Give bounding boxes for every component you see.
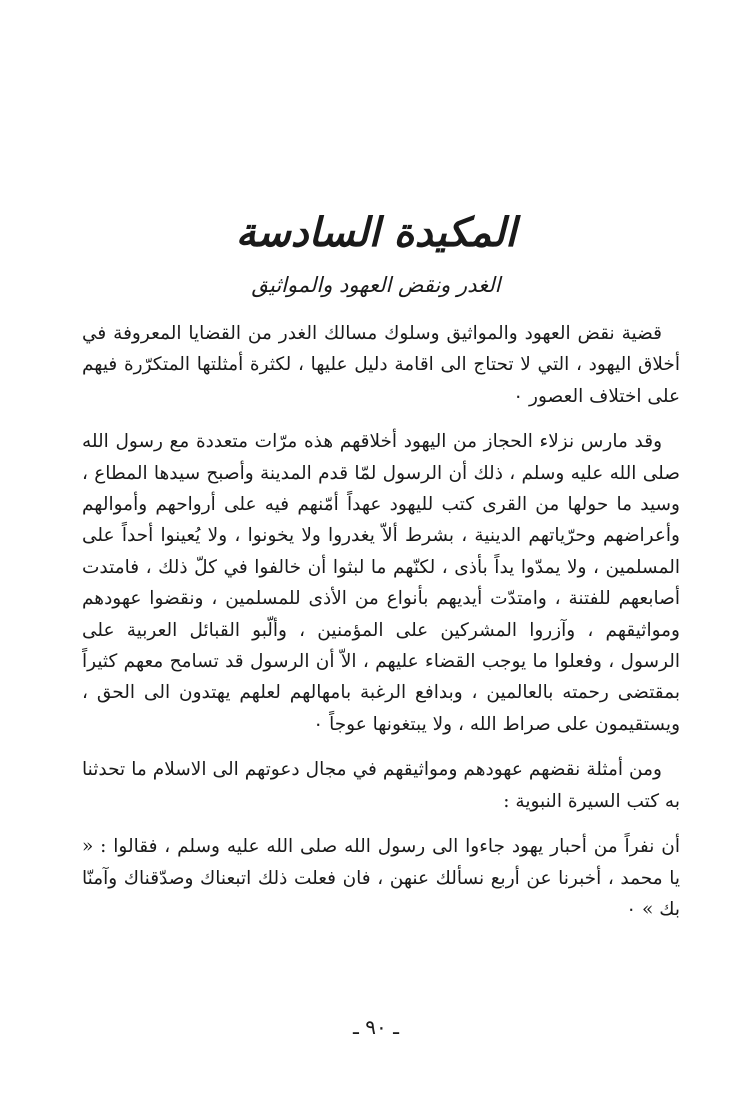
paragraph-intro: قضية نقض العهود والمواثيق وسلوك مسالك الغدر من القضايا المعروفة في أخلاق اليهود ، التي لا تحتاج الى اقامة دليل عليها ، لكثرة أمثلتها المتكرّرة فيهم على اختلاف العصور ٠ <box>82 323 680 407</box>
chapter-title: المكيدة السادسة <box>235 209 517 256</box>
paragraph-history: وقد مارس نزلاء الحجاز من اليهود أخلاقهم هذه مرّات متعددة مع رسول الله صلى الله عليه وسلم ، ذلك أن الرسول لمّا قدم المدينة وأصبح سيدها المطاع ، وسيد ما حولها من القرى كتب لليهود عهداً أمّنهم فيه على أرواحهم وأموالهم وأعراضهم وحرّياتهم الدينية ، بشرط ألاّ يغدروا ولا يخونوا ، ولا يُعينوا أحداً على المسلمين ، ولا يمدّوا يداً بأذى ، لكنّهم ما لبثوا أن خالفوا في كلّ ذلك ، فامتدت أصابعهم للفتنة ، وامتدّت أيديهم بأنواع من الأذى للمسلمين ، ونقضوا عهودهم ومواثيقهم ، وآزروا المشركين على المؤمنين ، وألّبو القبائل العربية على الرسول ، وفعلوا ما يوجب القضاء عليهم ، الاّ أن الرسول قد تسامح معهم كثيراً بمقتضى رحمته بالعالمين ، وبدافع الرغبة بامهالهم لعلهم يهتدون الى الحق ، ويستقيمون على صراط الله ، ولا يبتغونها عوجاً ٠ <box>82 431 680 735</box>
chapter-subtitle: الغدر ونقض العهود والمواثيق <box>251 273 501 297</box>
paragraph-rabbis: أن نفراً من أحبار يهود جاءوا الى رسول الله صلى الله عليه وسلم ، فقالوا : « يا محمد ، أخبرنا عن أربع نسألك عنهن ، فان فعلت ذلك اتبعناك وصدّقناك وآمنّا بك » ٠ <box>82 836 680 920</box>
paragraph-examples: ومن أمثلة نقضهم عهودهم ومواثيقهم في مجال دعوتهم الى الاسلام ما تحدثنا به كتب السيرة النبوية : <box>82 759 680 812</box>
page-number: ـ ٩٠ ـ <box>353 1015 399 1039</box>
body-text <box>82 318 680 939</box>
